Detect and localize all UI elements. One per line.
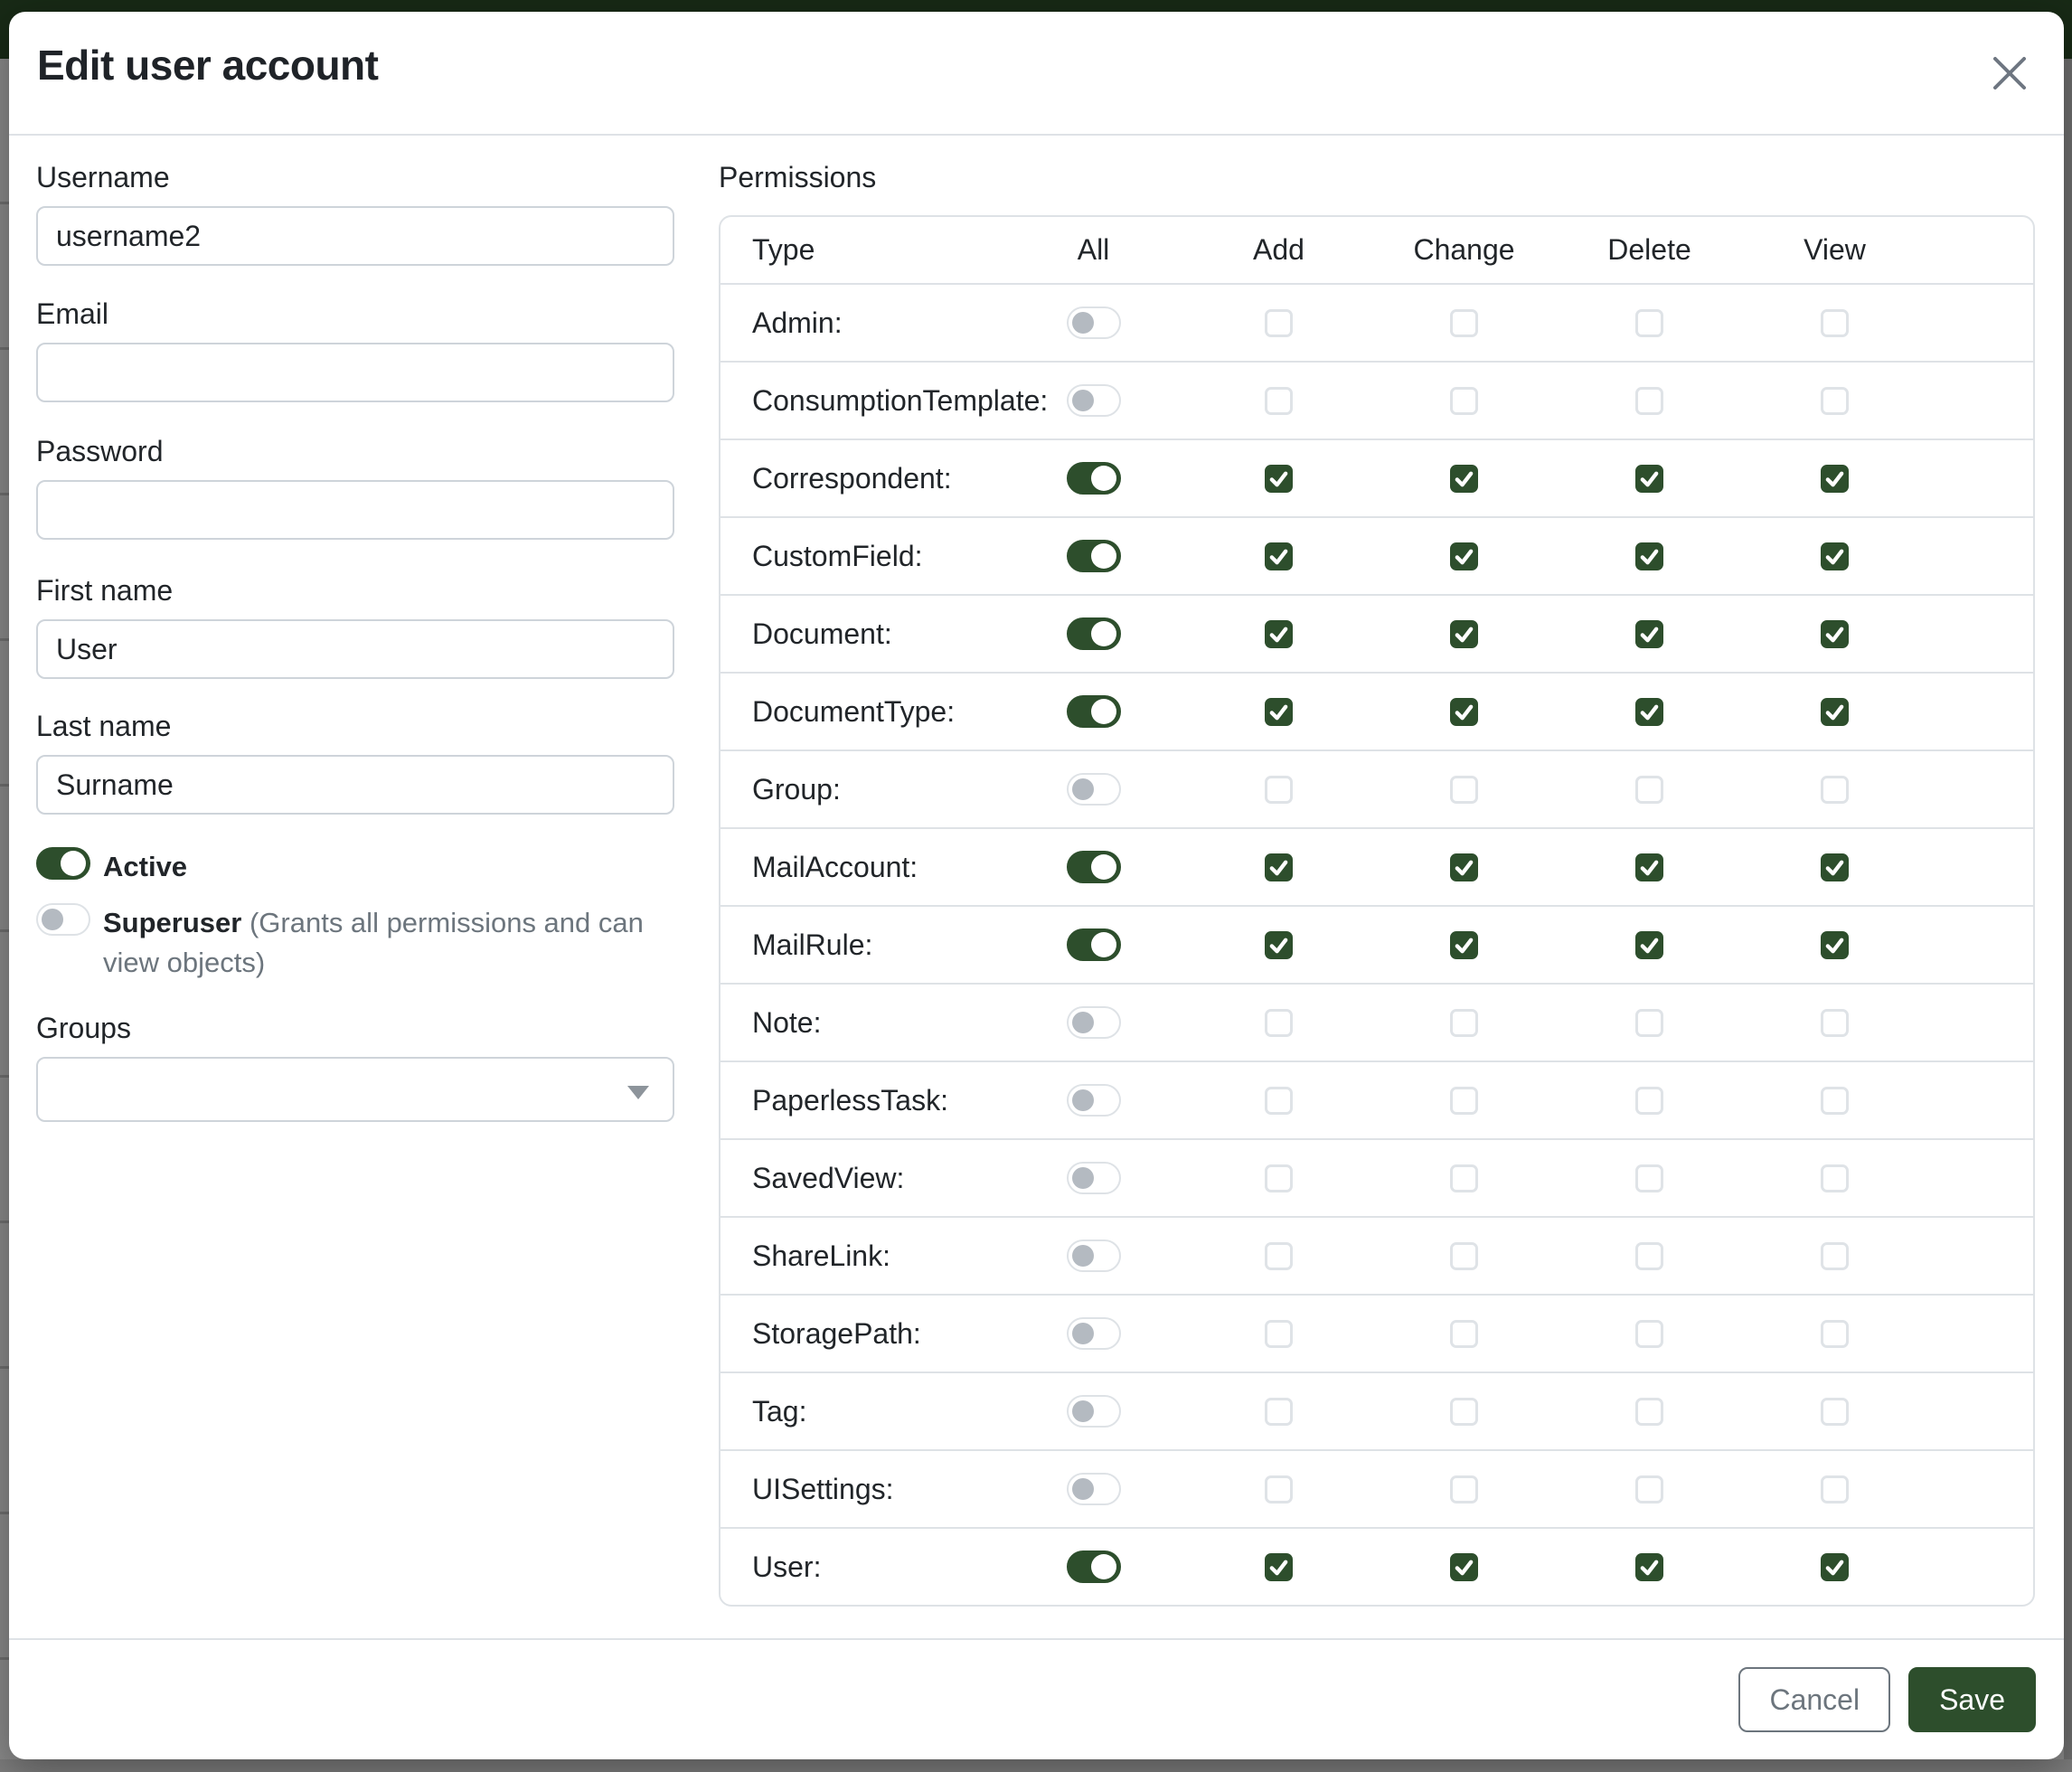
modal-footer [9, 1638, 2064, 1759]
active-label: Active [103, 851, 188, 882]
username-label: Username [36, 161, 170, 193]
permission-add-checkbox-document[interactable] [1265, 620, 1293, 648]
permission-row-customfield [720, 516, 2033, 594]
check-icon [1268, 468, 1289, 489]
permission-view-checkbox-customfield[interactable] [1821, 542, 1849, 570]
toggle-knob [1072, 778, 1094, 800]
permission-all-toggle-customfield[interactable] [1067, 540, 1121, 572]
close-button[interactable] [1986, 50, 2033, 97]
superuser-row [36, 903, 674, 983]
check-icon [1639, 468, 1660, 489]
permission-delete-checkbox-document[interactable] [1635, 620, 1663, 648]
check-icon [1824, 935, 1845, 956]
permission-add-checkbox-consumptiontemplate[interactable] [1265, 387, 1293, 415]
permission-row-consumptiontemplate [720, 361, 2033, 438]
permission-view-checkbox-savedview[interactable] [1821, 1164, 1849, 1192]
permission-row-tag [720, 1371, 2033, 1449]
check-icon [1268, 702, 1289, 722]
permission-view-checkbox-consumptiontemplate[interactable] [1821, 387, 1849, 415]
permission-change-checkbox-savedview[interactable] [1450, 1164, 1478, 1192]
permission-add-checkbox-mailrule[interactable] [1265, 931, 1293, 959]
toggle-knob [61, 851, 86, 876]
check-icon [1639, 702, 1660, 722]
permission-type-label-mailrule: MailRule: [752, 928, 873, 961]
permission-add-checkbox-savedview[interactable] [1265, 1164, 1293, 1192]
permission-change-checkbox-tag[interactable] [1450, 1398, 1478, 1426]
permission-all-toggle-mailaccount[interactable] [1067, 851, 1121, 883]
password-label: Password [36, 435, 164, 467]
check-icon [1268, 1557, 1289, 1578]
close-icon [1986, 86, 2033, 99]
permission-row-correspondent [720, 438, 2033, 516]
permission-type-label-sharelink: ShareLink: [752, 1239, 890, 1272]
permission-change-checkbox-paperlesstask[interactable] [1450, 1087, 1478, 1115]
permission-view-checkbox-group[interactable] [1821, 776, 1849, 804]
superuser-label: Superuser (Grants all permissions and can view objects) [103, 907, 644, 978]
check-icon [1639, 1557, 1660, 1578]
permission-change-checkbox-customfield[interactable] [1450, 542, 1478, 570]
permission-delete-checkbox-user[interactable] [1635, 1553, 1663, 1581]
permission-all-toggle-admin[interactable] [1067, 306, 1121, 339]
permission-change-checkbox-correspondent[interactable] [1450, 465, 1478, 493]
permission-change-checkbox-user[interactable] [1450, 1553, 1478, 1581]
username-input[interactable] [36, 206, 674, 266]
permission-delete-checkbox-correspondent[interactable] [1635, 465, 1663, 493]
check-icon [1454, 1557, 1474, 1578]
edit-user-account-modal [9, 12, 2064, 1759]
permission-view-checkbox-admin[interactable] [1821, 309, 1849, 337]
superuser-hint: (Grants all permissions and can view objects) [103, 907, 644, 978]
permission-view-checkbox-note[interactable] [1821, 1009, 1849, 1037]
permission-all-toggle-savedview[interactable] [1067, 1162, 1121, 1194]
permission-row-documenttype [720, 672, 2033, 749]
permission-view-checkbox-user[interactable] [1821, 1553, 1849, 1581]
permissions-label: Permissions [719, 161, 877, 193]
column-header-view: View [1804, 233, 1866, 266]
permission-add-checkbox-sharelink[interactable] [1265, 1242, 1293, 1270]
toggle-knob [1091, 699, 1116, 724]
permission-all-toggle-uisettings[interactable] [1067, 1473, 1121, 1505]
permission-row-uisettings [720, 1449, 2033, 1527]
permission-view-checkbox-uisettings[interactable] [1821, 1475, 1849, 1503]
save-button[interactable]: Save [1908, 1667, 2036, 1732]
permission-change-checkbox-uisettings[interactable] [1450, 1475, 1478, 1503]
check-icon [1824, 546, 1845, 567]
toggle-knob [1091, 621, 1116, 646]
permission-add-checkbox-admin[interactable] [1265, 309, 1293, 337]
permission-add-checkbox-tag[interactable] [1265, 1398, 1293, 1426]
check-icon [1268, 624, 1289, 645]
permission-all-toggle-user[interactable] [1067, 1550, 1121, 1583]
modal-header [9, 12, 2064, 136]
check-icon [1454, 857, 1474, 878]
check-icon [1454, 624, 1474, 645]
permission-delete-checkbox-group[interactable] [1635, 776, 1663, 804]
toggle-knob [1091, 1554, 1116, 1579]
permission-delete-checkbox-note[interactable] [1635, 1009, 1663, 1037]
last-name-input[interactable] [36, 755, 674, 815]
permission-all-toggle-correspondent[interactable] [1067, 462, 1121, 495]
check-icon [1639, 857, 1660, 878]
permission-all-toggle-paperlesstask[interactable] [1067, 1084, 1121, 1117]
check-icon [1268, 857, 1289, 878]
permission-row-document [720, 594, 2033, 672]
check-icon [1824, 1557, 1845, 1578]
permission-view-checkbox-mailrule[interactable] [1821, 931, 1849, 959]
permission-type-label-paperlesstask: PaperlessTask: [752, 1083, 948, 1117]
chevron-down-icon [627, 1086, 649, 1099]
permission-row-paperlesstask [720, 1060, 2033, 1138]
permission-delete-checkbox-uisettings[interactable] [1635, 1475, 1663, 1503]
permission-type-label-documenttype: DocumentType: [752, 694, 956, 728]
check-icon [1824, 624, 1845, 645]
permission-add-checkbox-documenttype[interactable] [1265, 698, 1293, 726]
column-header-all: All [1077, 233, 1110, 266]
permission-delete-checkbox-documenttype[interactable] [1635, 698, 1663, 726]
check-icon [1639, 624, 1660, 645]
permission-row-mailrule [720, 905, 2033, 983]
check-icon [1639, 935, 1660, 956]
permission-delete-checkbox-admin[interactable] [1635, 309, 1663, 337]
permission-row-admin [720, 283, 2033, 361]
check-icon [1639, 546, 1660, 567]
permission-view-checkbox-tag[interactable] [1821, 1398, 1849, 1426]
permission-view-checkbox-document[interactable] [1821, 620, 1849, 648]
permission-change-checkbox-mailaccount[interactable] [1450, 853, 1478, 881]
active-toggle[interactable] [36, 847, 90, 880]
permission-delete-checkbox-savedview[interactable] [1635, 1164, 1663, 1192]
permission-row-user [720, 1527, 2033, 1605]
check-icon [1268, 546, 1289, 567]
permission-view-checkbox-storagepath[interactable] [1821, 1320, 1849, 1348]
toggle-knob [1072, 1400, 1094, 1422]
permission-add-checkbox-user[interactable] [1265, 1553, 1293, 1581]
permission-all-toggle-tag[interactable] [1067, 1395, 1121, 1428]
cancel-button[interactable]: Cancel [1738, 1667, 1890, 1732]
email-input[interactable] [36, 343, 674, 402]
permission-change-checkbox-admin[interactable] [1450, 309, 1478, 337]
toggle-knob [1091, 543, 1116, 569]
permission-delete-checkbox-tag[interactable] [1635, 1398, 1663, 1426]
permission-change-checkbox-consumptiontemplate[interactable] [1450, 387, 1478, 415]
permission-type-label-mailaccount: MailAccount: [752, 850, 918, 883]
permission-type-label-group: Group: [752, 772, 841, 806]
last-name-label: Last name [36, 710, 172, 742]
permission-all-toggle-note[interactable] [1067, 1006, 1121, 1039]
toggle-knob [1072, 1012, 1094, 1033]
groups-label: Groups [36, 1012, 131, 1044]
check-icon [1454, 468, 1474, 489]
permission-delete-checkbox-customfield[interactable] [1635, 542, 1663, 570]
permission-view-checkbox-correspondent[interactable] [1821, 465, 1849, 493]
permission-type-label-uisettings: UISettings: [752, 1472, 894, 1505]
check-icon [1268, 935, 1289, 956]
permission-all-toggle-group[interactable] [1067, 773, 1121, 806]
check-icon [1454, 702, 1474, 722]
toggle-knob [1072, 390, 1094, 411]
permission-type-label-storagepath: StoragePath: [752, 1316, 921, 1350]
permission-view-checkbox-mailaccount[interactable] [1821, 853, 1849, 881]
permission-change-checkbox-documenttype[interactable] [1450, 698, 1478, 726]
permission-row-storagepath [720, 1294, 2033, 1371]
permission-type-label-customfield: CustomField: [752, 539, 923, 572]
permissions-table-body [720, 283, 2033, 1605]
check-icon [1824, 857, 1845, 878]
permission-add-checkbox-note[interactable] [1265, 1009, 1293, 1037]
toggle-knob [1091, 932, 1116, 957]
permission-delete-checkbox-mailrule[interactable] [1635, 931, 1663, 959]
permission-type-label-savedview: SavedView: [752, 1161, 905, 1194]
permission-delete-checkbox-consumptiontemplate[interactable] [1635, 387, 1663, 415]
permission-type-label-consumptiontemplate: ConsumptionTemplate: [752, 383, 1049, 417]
permission-all-toggle-consumptiontemplate[interactable] [1067, 384, 1121, 417]
toggle-knob [1072, 1478, 1094, 1500]
permission-view-checkbox-paperlesstask[interactable] [1821, 1087, 1849, 1115]
password-input[interactable] [36, 480, 674, 540]
permission-delete-checkbox-mailaccount[interactable] [1635, 853, 1663, 881]
permission-add-checkbox-storagepath[interactable] [1265, 1320, 1293, 1348]
permission-type-label-admin: Admin: [752, 306, 843, 339]
permission-all-toggle-documenttype[interactable] [1067, 695, 1121, 728]
permission-all-toggle-document[interactable] [1067, 617, 1121, 650]
permissions-table-header [720, 217, 2033, 283]
permission-add-checkbox-correspondent[interactable] [1265, 465, 1293, 493]
check-icon [1454, 935, 1474, 956]
toggle-knob [1072, 1089, 1094, 1111]
permission-add-checkbox-mailaccount[interactable] [1265, 853, 1293, 881]
first-name-input[interactable] [36, 619, 674, 679]
toggle-knob [1091, 854, 1116, 880]
permission-change-checkbox-group[interactable] [1450, 776, 1478, 804]
column-header-change: Change [1413, 233, 1515, 266]
permission-all-toggle-mailrule[interactable] [1067, 928, 1121, 961]
page-title: Edit user account [37, 42, 379, 89]
permission-add-checkbox-group[interactable] [1265, 776, 1293, 804]
column-header-delete: Delete [1607, 233, 1691, 266]
permission-add-checkbox-customfield[interactable] [1265, 542, 1293, 570]
permission-row-mailaccount [720, 827, 2033, 905]
modal-backdrop-left [0, 59, 9, 1759]
check-icon [1824, 702, 1845, 722]
permission-delete-checkbox-paperlesstask[interactable] [1635, 1087, 1663, 1115]
groups-select[interactable] [36, 1057, 674, 1122]
permissions-table [719, 215, 2035, 1607]
permission-change-checkbox-note[interactable] [1450, 1009, 1478, 1037]
toggle-knob [1072, 1323, 1094, 1344]
permission-view-checkbox-documenttype[interactable] [1821, 698, 1849, 726]
permission-delete-checkbox-storagepath[interactable] [1635, 1320, 1663, 1348]
first-name-label: First name [36, 574, 174, 607]
permission-row-group [720, 749, 2033, 827]
column-header-type: Type [752, 233, 815, 266]
permission-row-note [720, 983, 2033, 1060]
toggle-knob [1072, 1245, 1094, 1267]
permission-row-sharelink [720, 1216, 2033, 1294]
permission-add-checkbox-uisettings[interactable] [1265, 1475, 1293, 1503]
permission-type-label-document: Document: [752, 617, 892, 650]
permission-type-label-tag: Tag: [752, 1394, 807, 1428]
permission-delete-checkbox-sharelink[interactable] [1635, 1242, 1663, 1270]
permission-type-label-correspondent: Correspondent: [752, 461, 952, 495]
email-label: Email [36, 297, 109, 330]
modal-backdrop-bottom [0, 1759, 2072, 1772]
permission-row-savedview [720, 1138, 2033, 1216]
check-icon [1454, 546, 1474, 567]
active-row [36, 847, 674, 887]
toggle-knob [1072, 1167, 1094, 1189]
permission-view-checkbox-sharelink[interactable] [1821, 1242, 1849, 1270]
permission-add-checkbox-paperlesstask[interactable] [1265, 1087, 1293, 1115]
permission-change-checkbox-sharelink[interactable] [1450, 1242, 1478, 1270]
permission-all-toggle-storagepath[interactable] [1067, 1317, 1121, 1350]
column-header-add: Add [1253, 233, 1304, 266]
check-icon [1824, 468, 1845, 489]
modal-backdrop-right [2064, 59, 2072, 1759]
toggle-knob [1091, 466, 1116, 491]
permission-change-checkbox-mailrule[interactable] [1450, 931, 1478, 959]
toggle-knob [1072, 312, 1094, 334]
superuser-toggle[interactable] [36, 903, 90, 936]
permission-change-checkbox-storagepath[interactable] [1450, 1320, 1478, 1348]
permission-all-toggle-sharelink[interactable] [1067, 1239, 1121, 1272]
user-form [36, 137, 674, 1129]
permission-type-label-user: User: [752, 1550, 822, 1583]
toggle-knob [42, 909, 63, 930]
permission-change-checkbox-document[interactable] [1450, 620, 1478, 648]
permission-type-label-note: Note: [752, 1005, 822, 1039]
